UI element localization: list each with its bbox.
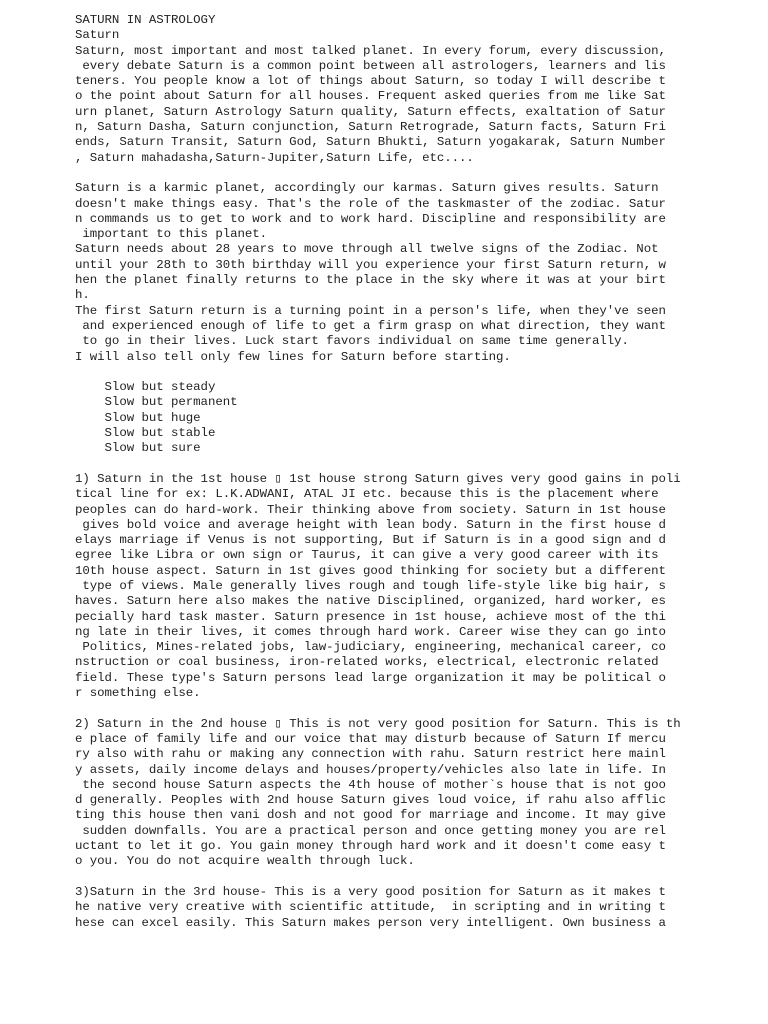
blank-line: [75, 365, 755, 380]
text-line: ng late in their lives, it comes through hard work. Career wise they can go into: [75, 624, 666, 639]
text-line: e place of family life and our voice that may disturb because of Saturn If mercu: [75, 731, 666, 746]
text-line: 2) Saturn in the 2nd house ▯ This is not very good position for Saturn. This is th: [75, 716, 681, 731]
text-line: The first Saturn return is a turning point in a person's life, when they've seen: [75, 303, 666, 318]
blank-line: [75, 457, 755, 472]
text-line: n commands us to get to work and to work hard. Discipline and responsibility are: [75, 211, 666, 226]
text-line: nstruction or coal business, iron-related works, electrical, electronic related: [75, 655, 659, 670]
text-line: ry also with rahu or making any connection with rahu. Saturn restrict here mainl: [75, 747, 666, 762]
text-line: Saturn needs about 28 years to move through all twelve signs of the Zodiac. Not: [75, 242, 659, 257]
text-line: 3)Saturn in the 3rd house- This is a very good position for Saturn as it makes t: [75, 884, 666, 899]
text-line: Slow but steady: [75, 380, 216, 395]
text-line: o you. You do not acquire wealth through luck.: [75, 854, 415, 869]
text-line: he native very creative with scientific attitude, in scripting and in writing t: [75, 900, 666, 915]
text-line: tical line for ex: L.K.ADWANI, ATAL JI etc. because this is the placement where: [75, 487, 659, 502]
text-line: ting this house then vani dosh and not good for marriage and income. It may give: [75, 808, 666, 823]
blank-line: [75, 166, 755, 181]
text-line: d generally. Peoples with 2nd house Saturn gives loud voice, if rahu also afflic: [75, 793, 666, 808]
text-line: sudden downfalls. You are a practical person and once getting money you are rel: [75, 823, 666, 838]
text-line: 1) Saturn in the 1st house ▯ 1st house strong Saturn gives very good gains in poli: [75, 471, 681, 486]
text-line: elays marriage if Venus is not supporting, But if Saturn is in a good sign and d: [75, 533, 666, 548]
text-line: Politics, Mines-related jobs, law-judiciary, engineering, mechanical career, co: [75, 640, 666, 655]
text-line: , Saturn mahadasha,Saturn-Jupiter,Saturn Life, etc....: [75, 150, 474, 165]
text-line: type of views. Male generally lives rough and tough life-style like big hair, s: [75, 578, 666, 593]
text-line: egree like Libra or own sign or Taurus, it can give a very good career with its: [75, 548, 659, 563]
text-line: y assets, daily income delays and houses/property/vehicles also late in life. In: [75, 762, 666, 777]
text-line: gives bold voice and average height with lean body. Saturn in the first house d: [75, 517, 666, 532]
text-line: I will also tell only few lines for Saturn before starting.: [75, 349, 511, 364]
text-line: and experienced enough of life to get a firm grasp on what direction, they want: [75, 318, 666, 333]
text-line: hese can excel easily. This Saturn makes person very intelligent. Own business a: [75, 915, 666, 930]
text-line: peoples can do hard-work. Their thinking above from society. Saturn in 1st house: [75, 502, 666, 517]
text-line: important to this planet.: [75, 227, 268, 242]
blank-line: [75, 701, 755, 716]
text-line: uctant to let it go. You gain money through hard work and it doesn't come easy t: [75, 839, 666, 854]
text-line: to go in their lives. Luck start favors individual on same time generally.: [75, 334, 629, 349]
document-text: [75, 13, 755, 931]
text-line: Saturn: [75, 28, 120, 43]
text-line: every debate Saturn is a common point between all astrologers, learners and lis: [75, 58, 666, 73]
text-line: 10th house aspect. Saturn in 1st gives good thinking for society but a different: [75, 563, 666, 578]
text-line: Saturn, most important and most talked planet. In every forum, every discussion,: [75, 43, 666, 58]
text-line: urn planet, Saturn Astrology Saturn quality, Saturn effects, exaltation of Satur: [75, 104, 666, 119]
blank-line: [75, 870, 755, 885]
text-line: h.: [75, 288, 90, 303]
text-line: until your 28th to 30th birthday will you experience your first Saturn return, w: [75, 257, 666, 272]
text-line: haves. Saturn here also makes the native Disciplined, organized, hard worker, es: [75, 594, 666, 609]
text-line: ends, Saturn Transit, Saturn God, Saturn Bhukti, Saturn yogakarak, Saturn Number: [75, 135, 666, 150]
text-line: n, Saturn Dasha, Saturn conjunction, Saturn Retrograde, Saturn facts, Saturn Fri: [75, 120, 666, 135]
text-line: r something else.: [75, 686, 201, 701]
text-line: o the point about Saturn for all houses. Frequent asked queries from me like Sat: [75, 89, 666, 104]
text-line: Slow but sure: [75, 441, 201, 456]
text-line: doesn't make things easy. That's the role of the taskmaster of the zodiac. Satur: [75, 196, 666, 211]
text-line: Slow but huge: [75, 410, 201, 425]
text-line: Slow but stable: [75, 426, 216, 441]
text-line: teners. You people know a lot of things about Saturn, so today I will describe t: [75, 74, 666, 89]
text-line: field. These type's Saturn persons lead large organization it may be political o: [75, 670, 666, 685]
text-line: SATURN IN ASTROLOGY: [75, 13, 216, 27]
text-line: pecially hard task master. Saturn presence in 1st house, achieve most of the thi: [75, 609, 666, 624]
text-line: the second house Saturn aspects the 4th house of mother`s house that is not goo: [75, 777, 666, 792]
text-line: Slow but permanent: [75, 395, 238, 410]
text-line: Saturn is a karmic planet, accordingly our karmas. Saturn gives results. Saturn: [75, 181, 659, 196]
text-line: hen the planet finally returns to the place in the sky where it was at your birt: [75, 273, 666, 288]
